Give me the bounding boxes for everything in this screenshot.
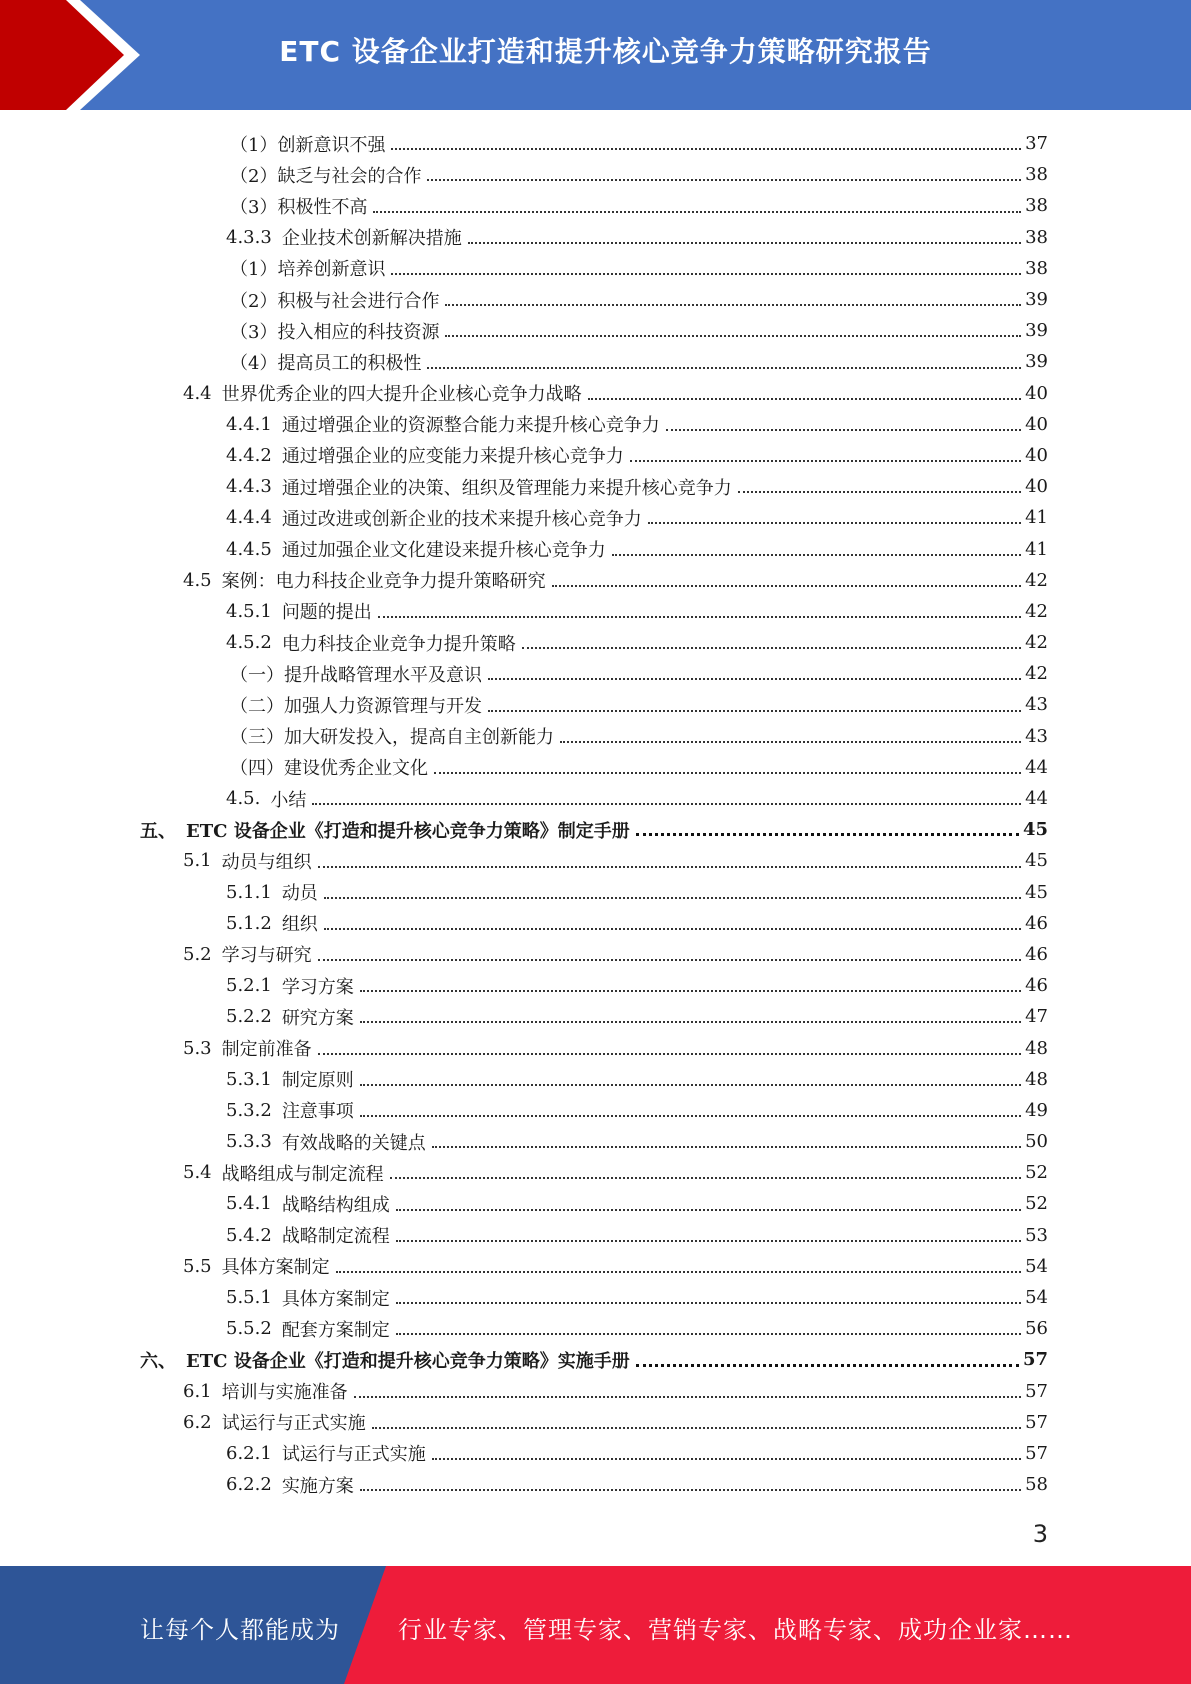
toc-entry-title: 问题的提出 xyxy=(281,602,372,624)
toc-entry-page: 57 xyxy=(1025,1442,1048,1464)
toc-entry-title: 战略结构组成 xyxy=(281,1194,390,1216)
toc-entry-page: 48 xyxy=(1025,1037,1048,1059)
toc-entry-number: 5.1 xyxy=(183,850,212,872)
toc-dot-leader xyxy=(324,928,1021,930)
toc-entry[interactable] xyxy=(0,315,1048,346)
toc-entry-number: 5.2.1 xyxy=(226,975,272,997)
toc-dot-leader xyxy=(636,1364,1019,1367)
toc-dot-leader xyxy=(360,1021,1021,1023)
toc-entry-title: 动员与组织 xyxy=(221,851,312,873)
toc-entry-number: 6.1 xyxy=(183,1380,212,1402)
toc-dot-leader xyxy=(396,1333,1021,1335)
toc-entry[interactable] xyxy=(0,1188,1048,1219)
toc-entry-page: 44 xyxy=(1025,756,1048,778)
toc-entry[interactable] xyxy=(0,1313,1048,1344)
toc-entry-page: 46 xyxy=(1025,912,1048,934)
toc-dot-leader xyxy=(648,522,1021,524)
toc-entry-number: 4.5 xyxy=(183,569,212,591)
toc-entry-page: 40 xyxy=(1025,413,1048,435)
toc-dot-leader xyxy=(432,1146,1021,1148)
toc-entry-number: 5.3.2 xyxy=(226,1099,272,1121)
toc-entry-number: 五、 xyxy=(140,820,176,842)
toc-entry-page: 42 xyxy=(1025,663,1048,685)
toc-entry-number: （1） xyxy=(230,259,278,281)
toc-entry-title: 试运行与正式实施 xyxy=(221,1413,366,1435)
toc-entry-page: 53 xyxy=(1025,1224,1048,1246)
toc-dot-leader xyxy=(738,491,1021,493)
toc-entry-page: 37 xyxy=(1025,133,1048,155)
toc-entry-title: 电力科技企业竞争力提升策略 xyxy=(281,633,516,655)
toc-dot-leader xyxy=(636,833,1019,836)
toc-dot-leader xyxy=(360,1115,1021,1117)
toc-entry[interactable] xyxy=(0,689,1048,720)
toc-entry[interactable] xyxy=(0,159,1048,190)
toc-entry[interactable] xyxy=(0,939,1048,970)
toc-entry-number: 4.5.1 xyxy=(226,600,272,622)
toc-dot-leader xyxy=(434,772,1021,774)
toc-entry-title: 创新意识不强 xyxy=(277,134,386,156)
toc-entry-number: 六、 xyxy=(140,1350,176,1372)
toc-entry-title: ETC 设备企业《打造和提升核心竞争力策略》制定手册 xyxy=(186,820,630,842)
toc-entry-title: 制定原则 xyxy=(281,1070,354,1092)
toc-entry[interactable] xyxy=(0,1126,1048,1157)
toc-entry-page: 56 xyxy=(1025,1318,1048,1340)
toc-entry-page: 45 xyxy=(1025,881,1048,903)
toc-entry[interactable] xyxy=(0,565,1048,596)
toc-entry-title: ETC 设备企业《打造和提升核心竞争力策略》实施手册 xyxy=(186,1350,630,1372)
toc-dot-leader xyxy=(432,1458,1021,1460)
toc-entry[interactable] xyxy=(0,222,1048,253)
toc-dot-leader xyxy=(373,211,1021,213)
toc-entry-title: 通过增强企业的应变能力来提升核心竞争力 xyxy=(281,446,624,468)
toc-dot-leader xyxy=(488,710,1021,712)
toc-entry-title: 积极与社会进行合作 xyxy=(277,290,440,312)
toc-entry[interactable] xyxy=(0,721,1048,752)
toc-dot-leader xyxy=(354,1396,1021,1398)
toc-entry-page: 46 xyxy=(1025,975,1048,997)
toc-entry-number: （3） xyxy=(230,196,278,218)
footer-slogan-left: 让每个人都能成为 xyxy=(140,1616,340,1644)
toc-entry-page: 47 xyxy=(1025,1006,1048,1028)
toc-entry[interactable] xyxy=(0,1407,1048,1438)
toc-entry[interactable] xyxy=(0,970,1048,1001)
toc-entry-page: 42 xyxy=(1025,569,1048,591)
toc-entry-page: 38 xyxy=(1025,164,1048,186)
toc-dot-leader xyxy=(312,803,1021,805)
toc-entry-title: 学习方案 xyxy=(281,976,354,998)
toc-entry-title: 有效战略的关键点 xyxy=(281,1132,426,1154)
toc-entry-number: 5.4.1 xyxy=(226,1193,272,1215)
toc-entry-number: 5.4.2 xyxy=(226,1224,272,1246)
toc-entry-page: 42 xyxy=(1025,632,1048,654)
toc-entry-page: 39 xyxy=(1025,320,1048,342)
toc-entry[interactable] xyxy=(0,1001,1048,1032)
toc-entry[interactable] xyxy=(0,1344,1048,1375)
table-of-contents xyxy=(0,128,1191,1500)
toc-entry-page: 45 xyxy=(1025,850,1048,872)
toc-dot-leader xyxy=(630,460,1021,462)
toc-entry-title: 组织 xyxy=(281,914,318,936)
toc-entry-title: 小结 xyxy=(270,789,307,811)
toc-dot-leader xyxy=(318,866,1021,868)
toc-entry-number: 4.4.2 xyxy=(226,444,272,466)
toc-entry-title: 加大研发投入，提高自主创新能力 xyxy=(284,727,554,749)
toc-entry-page: 40 xyxy=(1025,444,1048,466)
toc-entry-title: 缺乏与社会的合作 xyxy=(277,165,422,187)
toc-entry-number: （一） xyxy=(230,664,284,686)
toc-entry-page: 39 xyxy=(1025,351,1048,373)
toc-entry-number: 4.5.2 xyxy=(226,632,272,654)
toc-dot-leader xyxy=(612,554,1021,556)
toc-entry-number: （二） xyxy=(230,695,284,717)
toc-entry-page: 38 xyxy=(1025,226,1048,248)
toc-entry-title: 注意事项 xyxy=(281,1101,354,1123)
toc-entry-page: 45 xyxy=(1022,819,1048,841)
toc-entry-number: （3） xyxy=(230,321,278,343)
toc-dot-leader xyxy=(445,335,1021,337)
toc-entry-number: 4.4.5 xyxy=(226,538,272,560)
toc-entry-page: 52 xyxy=(1025,1193,1048,1215)
toc-entry-page: 58 xyxy=(1025,1474,1048,1496)
toc-entry[interactable] xyxy=(0,1064,1048,1095)
toc-dot-leader xyxy=(552,585,1021,587)
page-header xyxy=(0,0,1191,110)
toc-dot-leader xyxy=(390,1177,1021,1179)
toc-entry[interactable] xyxy=(0,1095,1048,1126)
toc-entry-page: 43 xyxy=(1025,725,1048,747)
toc-entry-number: 5.1.2 xyxy=(226,912,272,934)
report-title: ETC 设备企业打造和提升核心竞争力策略研究报告 xyxy=(279,35,932,68)
toc-entry-title: 通过加强企业文化建设来提升核心竞争力 xyxy=(281,540,606,562)
toc-entry-page: 40 xyxy=(1025,382,1048,404)
toc-entry[interactable] xyxy=(0,596,1048,627)
toc-entry-title: 提高员工的积极性 xyxy=(277,352,422,374)
toc-dot-leader xyxy=(588,398,1021,400)
toc-entry-title: 试运行与正式实施 xyxy=(281,1444,426,1466)
toc-entry-title: 动员 xyxy=(281,883,318,905)
toc-entry-page: 41 xyxy=(1025,507,1048,529)
toc-entry[interactable] xyxy=(0,877,1048,908)
toc-entry[interactable] xyxy=(0,1469,1048,1500)
toc-entry[interactable] xyxy=(0,1282,1048,1313)
toc-entry[interactable] xyxy=(0,378,1048,409)
toc-entry-number: 5.3 xyxy=(183,1037,212,1059)
toc-dot-leader xyxy=(336,1271,1021,1273)
toc-dot-leader xyxy=(488,678,1021,680)
toc-entry[interactable] xyxy=(0,128,1048,159)
toc-entry-title: 通过改进或创新企业的技术来提升核心竞争力 xyxy=(281,508,642,530)
toc-entry-title: 学习与研究 xyxy=(221,945,312,967)
toc-dot-leader xyxy=(522,647,1021,649)
toc-entry-number: 5.3.1 xyxy=(226,1068,272,1090)
toc-entry-page: 57 xyxy=(1025,1411,1048,1433)
toc-entry-title: 配套方案制定 xyxy=(281,1319,390,1341)
toc-dot-leader xyxy=(360,990,1021,992)
toc-entry-number: （2） xyxy=(230,290,278,312)
toc-dot-leader xyxy=(427,367,1021,369)
toc-entry-title: 战略组成与制定流程 xyxy=(221,1163,384,1185)
footer-slogan-right: 行业专家、管理专家、营销专家、战略专家、成功企业家…… xyxy=(398,1616,1073,1644)
toc-entry-number: 5.4 xyxy=(183,1162,212,1184)
toc-entry-number: （2） xyxy=(230,165,278,187)
toc-dot-leader xyxy=(360,1084,1021,1086)
toc-entry[interactable] xyxy=(0,346,1048,377)
toc-entry-number: 6.2.2 xyxy=(226,1474,272,1496)
toc-entry-number: 5.5.2 xyxy=(226,1318,272,1340)
toc-dot-leader xyxy=(378,616,1021,618)
toc-entry[interactable] xyxy=(0,1376,1048,1407)
toc-entry-page: 48 xyxy=(1025,1068,1048,1090)
toc-entry-title: 战略制定流程 xyxy=(281,1226,390,1248)
toc-entry-number: （三） xyxy=(230,727,284,749)
toc-entry[interactable] xyxy=(0,627,1048,658)
toc-entry-page: 57 xyxy=(1025,1380,1048,1402)
toc-entry-number: （4） xyxy=(230,352,278,374)
toc-entry-page: 40 xyxy=(1025,476,1048,498)
toc-entry-page: 57 xyxy=(1022,1349,1048,1371)
toc-entry-title: 提升战略管理水平及意识 xyxy=(284,664,482,686)
toc-entry-title: 世界优秀企业的四大提升企业核心竞争力战略 xyxy=(221,384,582,406)
toc-entry-number: 5.5.1 xyxy=(226,1287,272,1309)
toc-dot-leader xyxy=(396,1240,1021,1242)
toc-entry-title: 具体方案制定 xyxy=(221,1257,330,1279)
toc-entry[interactable] xyxy=(0,752,1048,783)
toc-entry[interactable] xyxy=(0,658,1048,689)
toc-entry-page: 38 xyxy=(1025,257,1048,279)
toc-dot-leader xyxy=(396,1302,1021,1304)
toc-dot-leader xyxy=(468,242,1021,244)
toc-entry-page: 41 xyxy=(1025,538,1048,560)
toc-entry[interactable] xyxy=(0,253,1048,284)
toc-entry-title: 制定前准备 xyxy=(221,1039,312,1061)
toc-entry[interactable] xyxy=(0,1220,1048,1251)
toc-dot-leader xyxy=(360,1489,1021,1491)
toc-entry-number: 4.4.3 xyxy=(226,476,272,498)
toc-entry-title: 培训与实施准备 xyxy=(221,1382,348,1404)
toc-entry-title: 加强人力资源管理与开发 xyxy=(284,695,482,717)
toc-entry-title: 投入相应的科技资源 xyxy=(277,321,440,343)
toc-entry-title: 研究方案 xyxy=(281,1007,354,1029)
toc-entry[interactable] xyxy=(0,440,1048,471)
toc-entry-number: （四） xyxy=(230,758,284,780)
toc-entry-page: 44 xyxy=(1025,788,1048,810)
toc-entry[interactable] xyxy=(0,783,1048,814)
page-number: 3 xyxy=(1032,1520,1048,1548)
toc-entry-title: 实施方案 xyxy=(281,1475,354,1497)
toc-entry-title: 积极性不高 xyxy=(277,196,368,218)
toc-entry-number: 4.4.4 xyxy=(226,507,272,529)
toc-entry-number: 5.3.3 xyxy=(226,1131,272,1153)
toc-dot-leader xyxy=(391,273,1021,275)
toc-entry-page: 54 xyxy=(1025,1255,1048,1277)
toc-entry-number: 5.1.1 xyxy=(226,881,272,903)
toc-entry[interactable] xyxy=(0,1251,1048,1282)
toc-entry[interactable] xyxy=(0,1438,1048,1469)
toc-entry-page: 42 xyxy=(1025,600,1048,622)
toc-entry-number: 4.4 xyxy=(183,382,212,404)
toc-dot-leader xyxy=(391,148,1021,150)
toc-entry-number: 5.5 xyxy=(183,1255,212,1277)
toc-entry-title: 具体方案制定 xyxy=(281,1288,390,1310)
page-footer xyxy=(0,1566,1191,1684)
toc-entry-title: 通过增强企业的决策、组织及管理能力来提升核心竞争力 xyxy=(281,477,732,499)
toc-dot-leader xyxy=(318,959,1021,961)
toc-entry-number: 4.3.3 xyxy=(226,226,272,248)
toc-entry-title: 建设优秀企业文化 xyxy=(284,758,428,780)
toc-entry[interactable] xyxy=(0,1157,1048,1188)
toc-entry[interactable] xyxy=(0,502,1048,533)
toc-entry-number: 5.2 xyxy=(183,943,212,965)
toc-entry-title: 案例：电力科技企业竞争力提升策略研究 xyxy=(221,571,546,593)
toc-entry-number: 6.2.1 xyxy=(226,1442,272,1464)
toc-dot-leader xyxy=(560,741,1021,743)
toc-entry-page: 52 xyxy=(1025,1162,1048,1184)
toc-dot-leader xyxy=(324,897,1021,899)
toc-entry-page: 54 xyxy=(1025,1287,1048,1309)
toc-entry-title: 通过增强企业的资源整合能力来提升核心竞争力 xyxy=(281,415,660,437)
toc-entry[interactable] xyxy=(0,908,1048,939)
toc-entry-title: 企业技术创新解决措施 xyxy=(281,228,462,250)
toc-entry-title: 培养创新意识 xyxy=(277,259,386,281)
toc-entry-number: 4.4.1 xyxy=(226,413,272,435)
toc-dot-leader xyxy=(318,1053,1021,1055)
toc-dot-leader xyxy=(427,179,1021,181)
toc-entry-page: 39 xyxy=(1025,289,1048,311)
toc-dot-leader xyxy=(666,429,1021,431)
toc-entry-number: （1） xyxy=(230,134,278,156)
toc-entry[interactable] xyxy=(0,1032,1048,1063)
toc-entry[interactable] xyxy=(0,533,1048,564)
toc-entry-number: 6.2 xyxy=(183,1411,212,1433)
toc-entry-page: 50 xyxy=(1025,1131,1048,1153)
toc-entry-page: 38 xyxy=(1025,195,1048,217)
toc-entry-number: 4.5. xyxy=(226,788,261,810)
toc-entry[interactable] xyxy=(0,409,1048,440)
toc-dot-leader xyxy=(396,1209,1021,1211)
toc-dot-leader xyxy=(372,1427,1021,1429)
toc-entry[interactable] xyxy=(0,190,1048,221)
toc-entry-page: 49 xyxy=(1025,1099,1048,1121)
toc-entry[interactable] xyxy=(0,814,1048,845)
toc-dot-leader xyxy=(445,304,1021,306)
toc-entry-page: 43 xyxy=(1025,694,1048,716)
toc-entry-number: 5.2.2 xyxy=(226,1006,272,1028)
toc-entry[interactable] xyxy=(0,284,1048,315)
toc-entry[interactable] xyxy=(0,471,1048,502)
toc-entry-page: 46 xyxy=(1025,943,1048,965)
toc-entry[interactable] xyxy=(0,845,1048,876)
